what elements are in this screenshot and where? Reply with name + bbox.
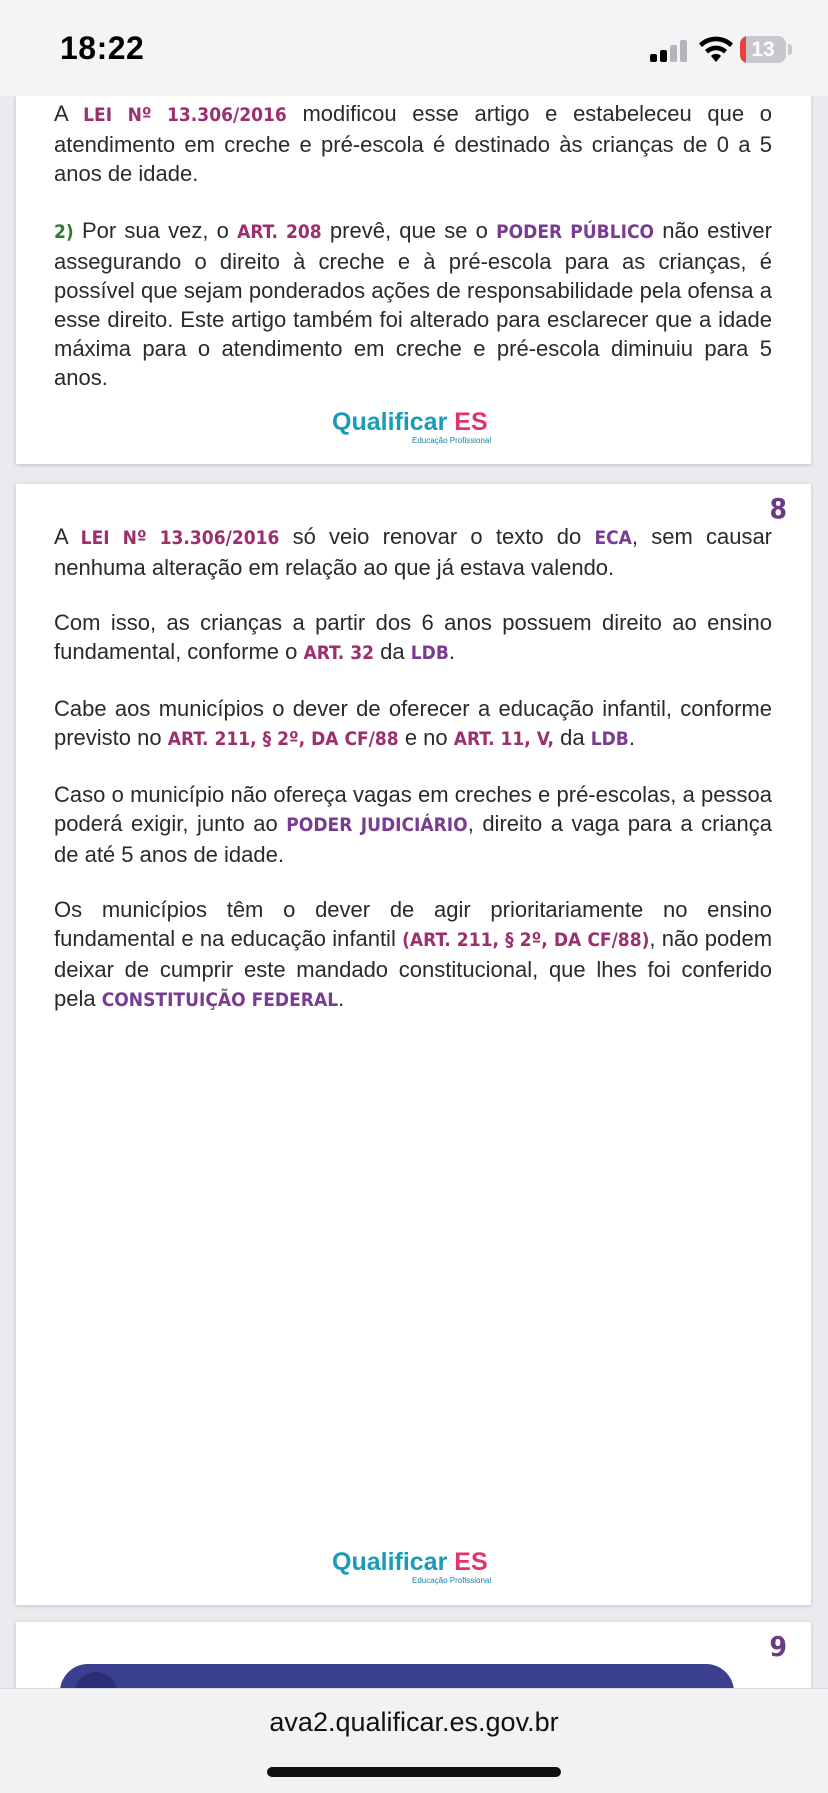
text: não estiver assegurando o direito à creche e à pré-escola para as crianças, é possível que sejam ponderados ações de responsabilidade pela ofensa a esse direito. Este artigo também foi alterado para esclarecer que a idade máxima para o atendimento em creche e pré-escola diminuiu para 5 anos. [54, 218, 772, 390]
text: prevê, que se o [321, 218, 497, 243]
text: . [448, 639, 455, 664]
text: modificou esse artigo e estabeleceu que o atendimento em creche e pré-escola é destinado às crianças de 0 a 5 anos de idade. [54, 101, 772, 186]
status-time: 18:22 [60, 30, 145, 66]
text: Cabe aos municípios o dever de oferecer a educação infantil, conforme previsto no [54, 696, 772, 750]
highlight-law: LEI Nº 13.306/2016 [80, 527, 280, 549]
text: , direito a vaga para a criança de até 5 anos de idade. [54, 811, 773, 867]
highlight-term: CONSTITUIÇÃO FEDERAL [101, 989, 339, 1011]
browser-address-bar[interactable] [0, 1688, 828, 1793]
paragraph [54, 216, 772, 392]
url-text[interactable]: ava2.qualificar.es.gov.br [269, 1707, 559, 1737]
item-number: 2) [54, 221, 74, 243]
text: da [374, 639, 411, 664]
text: Por sua vez, o [73, 218, 238, 243]
battery-level: 13 [751, 38, 775, 61]
text: Com isso, as crianças a partir dos 6 anos possuem direito ao ensino fundamental, conforme o [54, 610, 772, 664]
paragraph [54, 522, 772, 582]
wifi-icon [698, 36, 734, 64]
logo-text-es: ES [454, 1548, 488, 1576]
highlight-article: ART. 208 [237, 221, 322, 243]
battery-cap [788, 44, 792, 55]
highlight-article: (ART. 211, § 2º, DA CF/88) [402, 929, 650, 951]
highlight-article: ART. 11, V, [453, 728, 555, 750]
document-page-8 [16, 484, 811, 1605]
highlight-term: LDB [410, 642, 449, 664]
highlight-term: LDB [590, 728, 629, 750]
paragraph [54, 99, 772, 188]
logo-subtitle: Educação Profissional [412, 436, 492, 445]
text: e no [398, 725, 454, 750]
text: . [628, 725, 635, 750]
highlight-term: ECA [594, 527, 632, 549]
highlight-article: ART. 211, § 2º, DA CF/88 [167, 728, 399, 750]
highlight-article: ART. 32 [303, 642, 375, 664]
page-number: 8 [769, 492, 787, 525]
status-bar [0, 0, 828, 96]
battery-icon [740, 36, 786, 63]
text: , não podem deixar de cumprir este mandado constitucional, que lhes foi conferido pela [54, 926, 773, 1011]
page-number: 9 [769, 1630, 787, 1663]
highlight-term: PODER PÚBLICO [496, 221, 655, 243]
qualificar-logo [332, 408, 512, 450]
logo-text: Qualificar [332, 1548, 448, 1576]
paragraph [54, 694, 772, 754]
highlight-law: LEI Nº 13.306/2016 [83, 104, 287, 126]
text: , sem causar nenhuma alteração em relação ao que já estava valendo. [54, 524, 773, 580]
highlight-term: PODER JUDICIÁRIO [286, 814, 468, 836]
text: da [554, 725, 591, 750]
text: Caso o município não ofereça vagas em creches e pré-escolas, a pessoa poderá exigir, junto ao [54, 782, 772, 836]
home-indicator[interactable] [267, 1767, 561, 1777]
cellular-signal-icon [650, 38, 688, 62]
text: A [54, 524, 81, 549]
text: só veio renovar o texto do [279, 524, 595, 549]
text: . [338, 986, 345, 1011]
document-page-prev [16, 96, 811, 464]
logo-text: Qualificar [332, 408, 448, 436]
logo-text-es: ES [454, 408, 488, 436]
paragraph [54, 608, 772, 668]
paragraph [54, 780, 772, 869]
text: A [54, 101, 84, 126]
logo-subtitle: Educação Profissional [412, 1576, 492, 1585]
paragraph [54, 895, 772, 1015]
text: Os municípios têm o dever de agir prioritariamente no ensino fundamental e na educação infantil [54, 897, 772, 951]
qualificar-logo [332, 1548, 512, 1590]
